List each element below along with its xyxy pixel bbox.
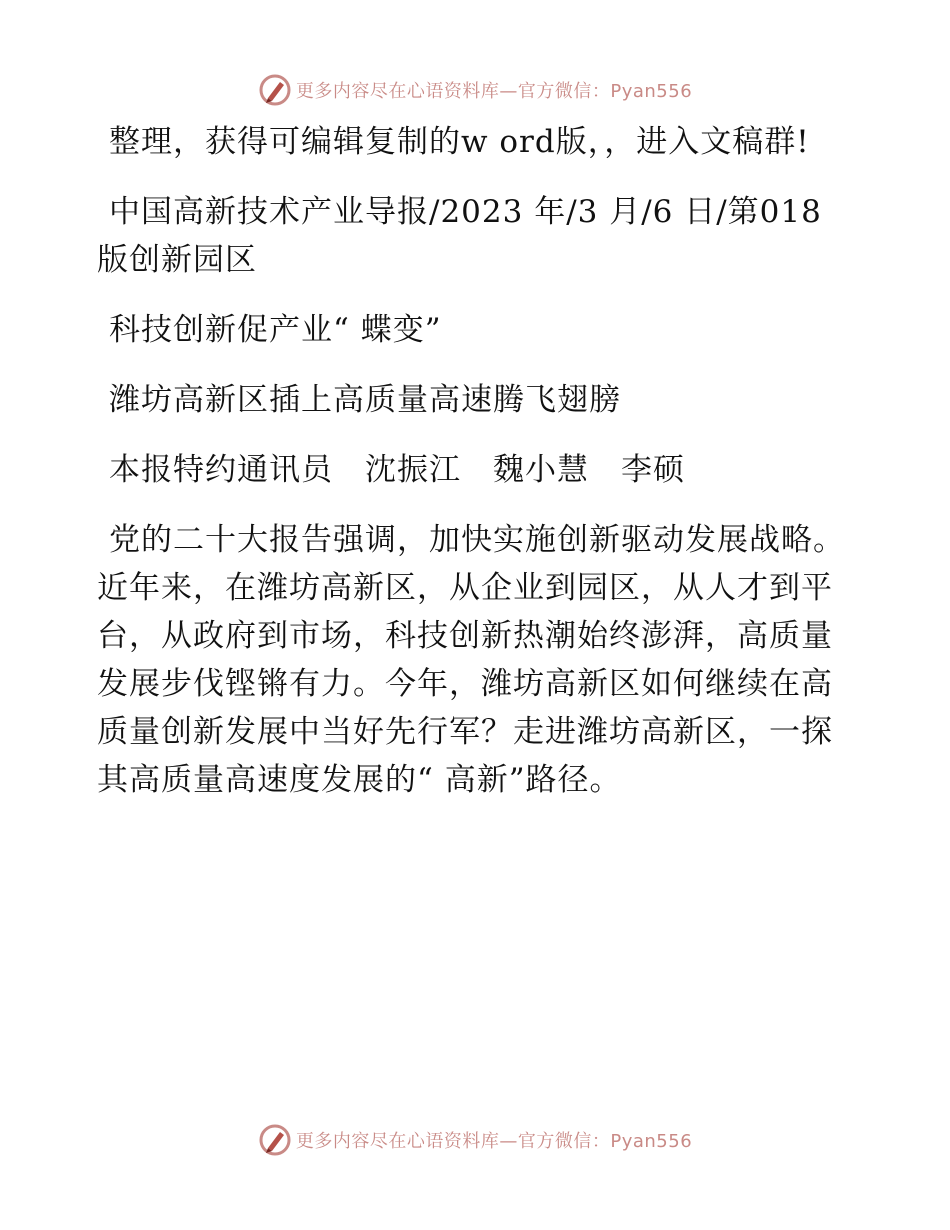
article-byline: 本报特约通讯员 沈振江 魏小慧 李硕	[109, 452, 685, 488]
article-source: 中国高新技术产业导报/2023 年/3 月/6 日/第018 版创新园区	[97, 194, 822, 278]
article-lead-paragraph: 党的二十大报告强调，加快实施创新驱动发展战略。近年来，在潍坊高新区，从企业到园区，从人才到平台，从政府到市场，科技创新热潮始终澎湃，高质量发展步伐铿锵有力。今年，潍坊高新区如何继续在高质量创新发展中当好先行军？走进潍坊高新区，一探其高质量高速度发展的“ 高新”路径。	[97, 522, 845, 798]
article-kicker: 科技创新促产业“ 蝶变”	[109, 312, 442, 348]
pen-nib-circle-icon	[258, 73, 292, 107]
pen-nib-circle-icon	[258, 1123, 292, 1157]
header-watermark	[0, 68, 950, 112]
document-body	[97, 118, 857, 804]
watermark-text: 更多内容尽在心语资料库—官方微信：Pyan556	[295, 81, 693, 102]
watermark-text: 更多内容尽在心语资料库—官方微信：Pyan556	[295, 1131, 693, 1152]
edit-note: 整理，获得可编辑复制的w ord版，，进入文稿群!	[109, 124, 810, 160]
footer-watermark	[0, 1118, 950, 1162]
article-headline: 潍坊高新区插上高质量高速腾飞翅膀	[109, 382, 621, 418]
